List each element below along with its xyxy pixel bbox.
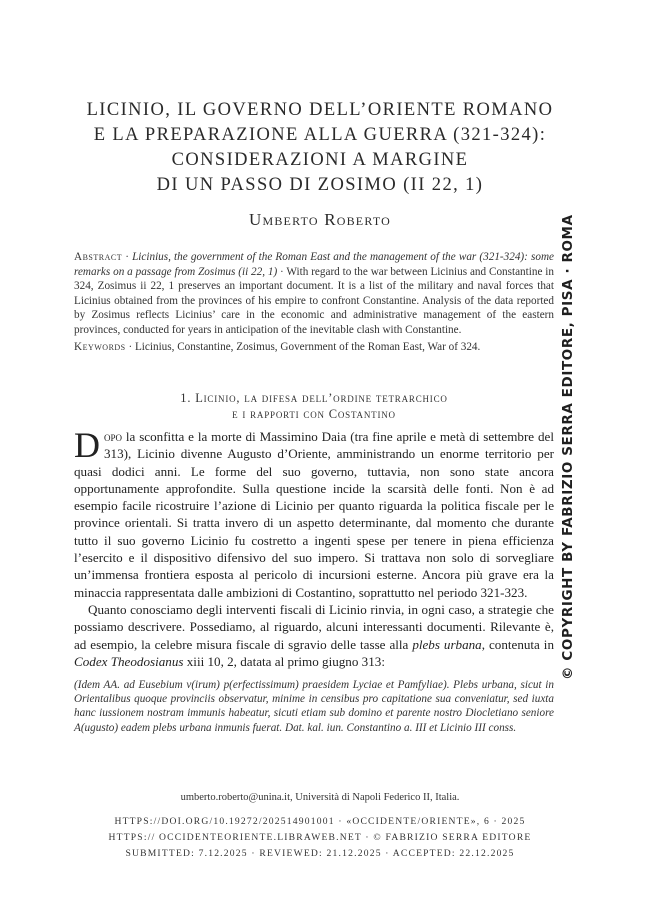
abstract-block <box>74 250 554 354</box>
paragraph-2-text-b: , contenuta in <box>481 636 554 652</box>
abstract-paragraph <box>74 250 554 338</box>
abstract-sep: · <box>122 251 133 263</box>
section-heading-line2: e i rapporti con Costantino <box>232 407 396 421</box>
publisher-site-line: HTTPS:// OCCIDENTEORIENTE.LIBRAWEB.NET · © FABRIZIO SERRA EDITORE <box>108 832 532 843</box>
title-line: LICINIO, IL GOVERNO DELL’ORIENTE ROMANO <box>86 100 554 120</box>
doi-line: HTTPS://DOI.ORG/10.19272/202514901001 · «OCCIDENTE/ORIENTE», 6 · 2025 <box>114 816 526 827</box>
drop-cap-continuation: opo <box>104 429 123 444</box>
body-paragraph-2 <box>74 601 554 670</box>
section-heading-line1: 1. Licinio, la difesa dell’ordine tetrarchico <box>180 391 448 405</box>
title-line: E LA PREPARAZIONE ALLA GUERRA (321-324): <box>93 125 547 145</box>
section-heading <box>74 390 554 422</box>
paragraph-1-text: la sconfitta e la morte di Massimino Daia (tra fine aprile e metà di settembre del 313), Licinio divenne Augusto d’Oriente, amministrando un enorme territorio per quasi dodici anni. Le forme del suo governo, tuttavia, non sono state ancora opportunamente approfondite. Sulla questione incide la scarsità delle fonti. Non è ad esempio facile ricostruire l’azione di Licinio per quanto riguarda la politica fiscale per le province orientali. Si tratta invero di un aspetto determinante, dal momento che durante tutto il suo governo Licinio fu costretto a ingenti spese per tenere in piena efficienza l’esercito e il dispositivo difensivo del suo impero. Si trattava non solo di sorvegliare un’immensa frontiera esposta al pericolo di incursioni esterne. Ancora più grave era la minaccia rappresentata dalle ambizioni di Costantino, soprattutto nel periodo 321-323. <box>74 429 554 600</box>
author-text: Umberto Roberto <box>249 210 391 229</box>
author-name <box>40 210 600 230</box>
paragraph-2-italic-1: plebs urbana <box>412 636 482 652</box>
keywords-text: · Licinius, Constantine, Zosimus, Government of the Roman East, War of 324. <box>125 340 481 353</box>
keywords-line <box>74 340 554 355</box>
abstract-text: · With regard to the war between Licinius and Constantine in 324, Zosimus ii 22, 1 preserves an important document. It is a list of the military and naval forces that Licinius obtained from the provinces of his empire to confront Constantine. Analysis of the data reported by Zosimus reflects Licinius’ care in the economic and administrative management of the eastern provinces, conducted for years in anticipation of the inevitable clash with Constantine. <box>74 265 554 336</box>
paragraph-2-italic-2: Codex Theodosianus <box>74 653 184 669</box>
latin-quotation: (Idem AA. ad Eusebium v(irum) p(erfectissimum) praesidem Lyciae et Pamfyliae). Plebs urbana, sicut in Orientalibus quoque provinciis observatur, minime in censibus pro capitatione sua conveniatur, sed iuxta hanc iussionem nostram immunis habeatur, sicuti etiam sub domino et parente nostro Diocletiano seniore A(ugusto) eadem plebs urbana inmunis fuerat. Dat. kal. iun. Constantino a. III et Licinio III conss. <box>74 679 554 734</box>
copyright-text: © COPYRIGHT BY FABRIZIO SERRA EDITORE, PISA · ROMA <box>560 214 576 680</box>
abstract-english-title: Licinius, the government of the Roman East and the management of the war (321-324): some remarks on a passage from Zosimus (ii 22, 1) <box>74 251 554 278</box>
keywords-label: Keywords <box>74 340 126 353</box>
abstract-label: Abstract <box>74 251 123 263</box>
body-paragraph-1 <box>74 425 554 601</box>
title-line: CONSIDERAZIONI A MARGINE <box>171 150 469 170</box>
paragraph-2-text-a: Quanto conosciamo degli interventi fiscali di Licinio rinvia, in ogni caso, a strategie che possiamo descrivere. Possediamo, al riguardo, alcuni interessanti documenti. Rilevante è, ad esempio, la celebre misura fiscale di sgravio delle tasse alla <box>74 601 554 652</box>
body-text <box>74 425 554 670</box>
paragraph-2-text-c: xiii 10, 2, datata al primo giugno 313: <box>183 653 385 669</box>
article-title <box>40 98 600 198</box>
submission-dates-line: SUBMITTED: 7.12.2025 · REVIEWED: 21.12.2025 · ACCEPTED: 22.12.2025 <box>125 848 515 859</box>
title-line: DI UN PASSO DI ZOSIMO (II 22, 1) <box>156 175 484 195</box>
author-affiliation: umberto.roberto@unina.it, Università di Napoli Federico II, Italia. <box>180 792 460 803</box>
drop-cap: D <box>74 425 100 465</box>
